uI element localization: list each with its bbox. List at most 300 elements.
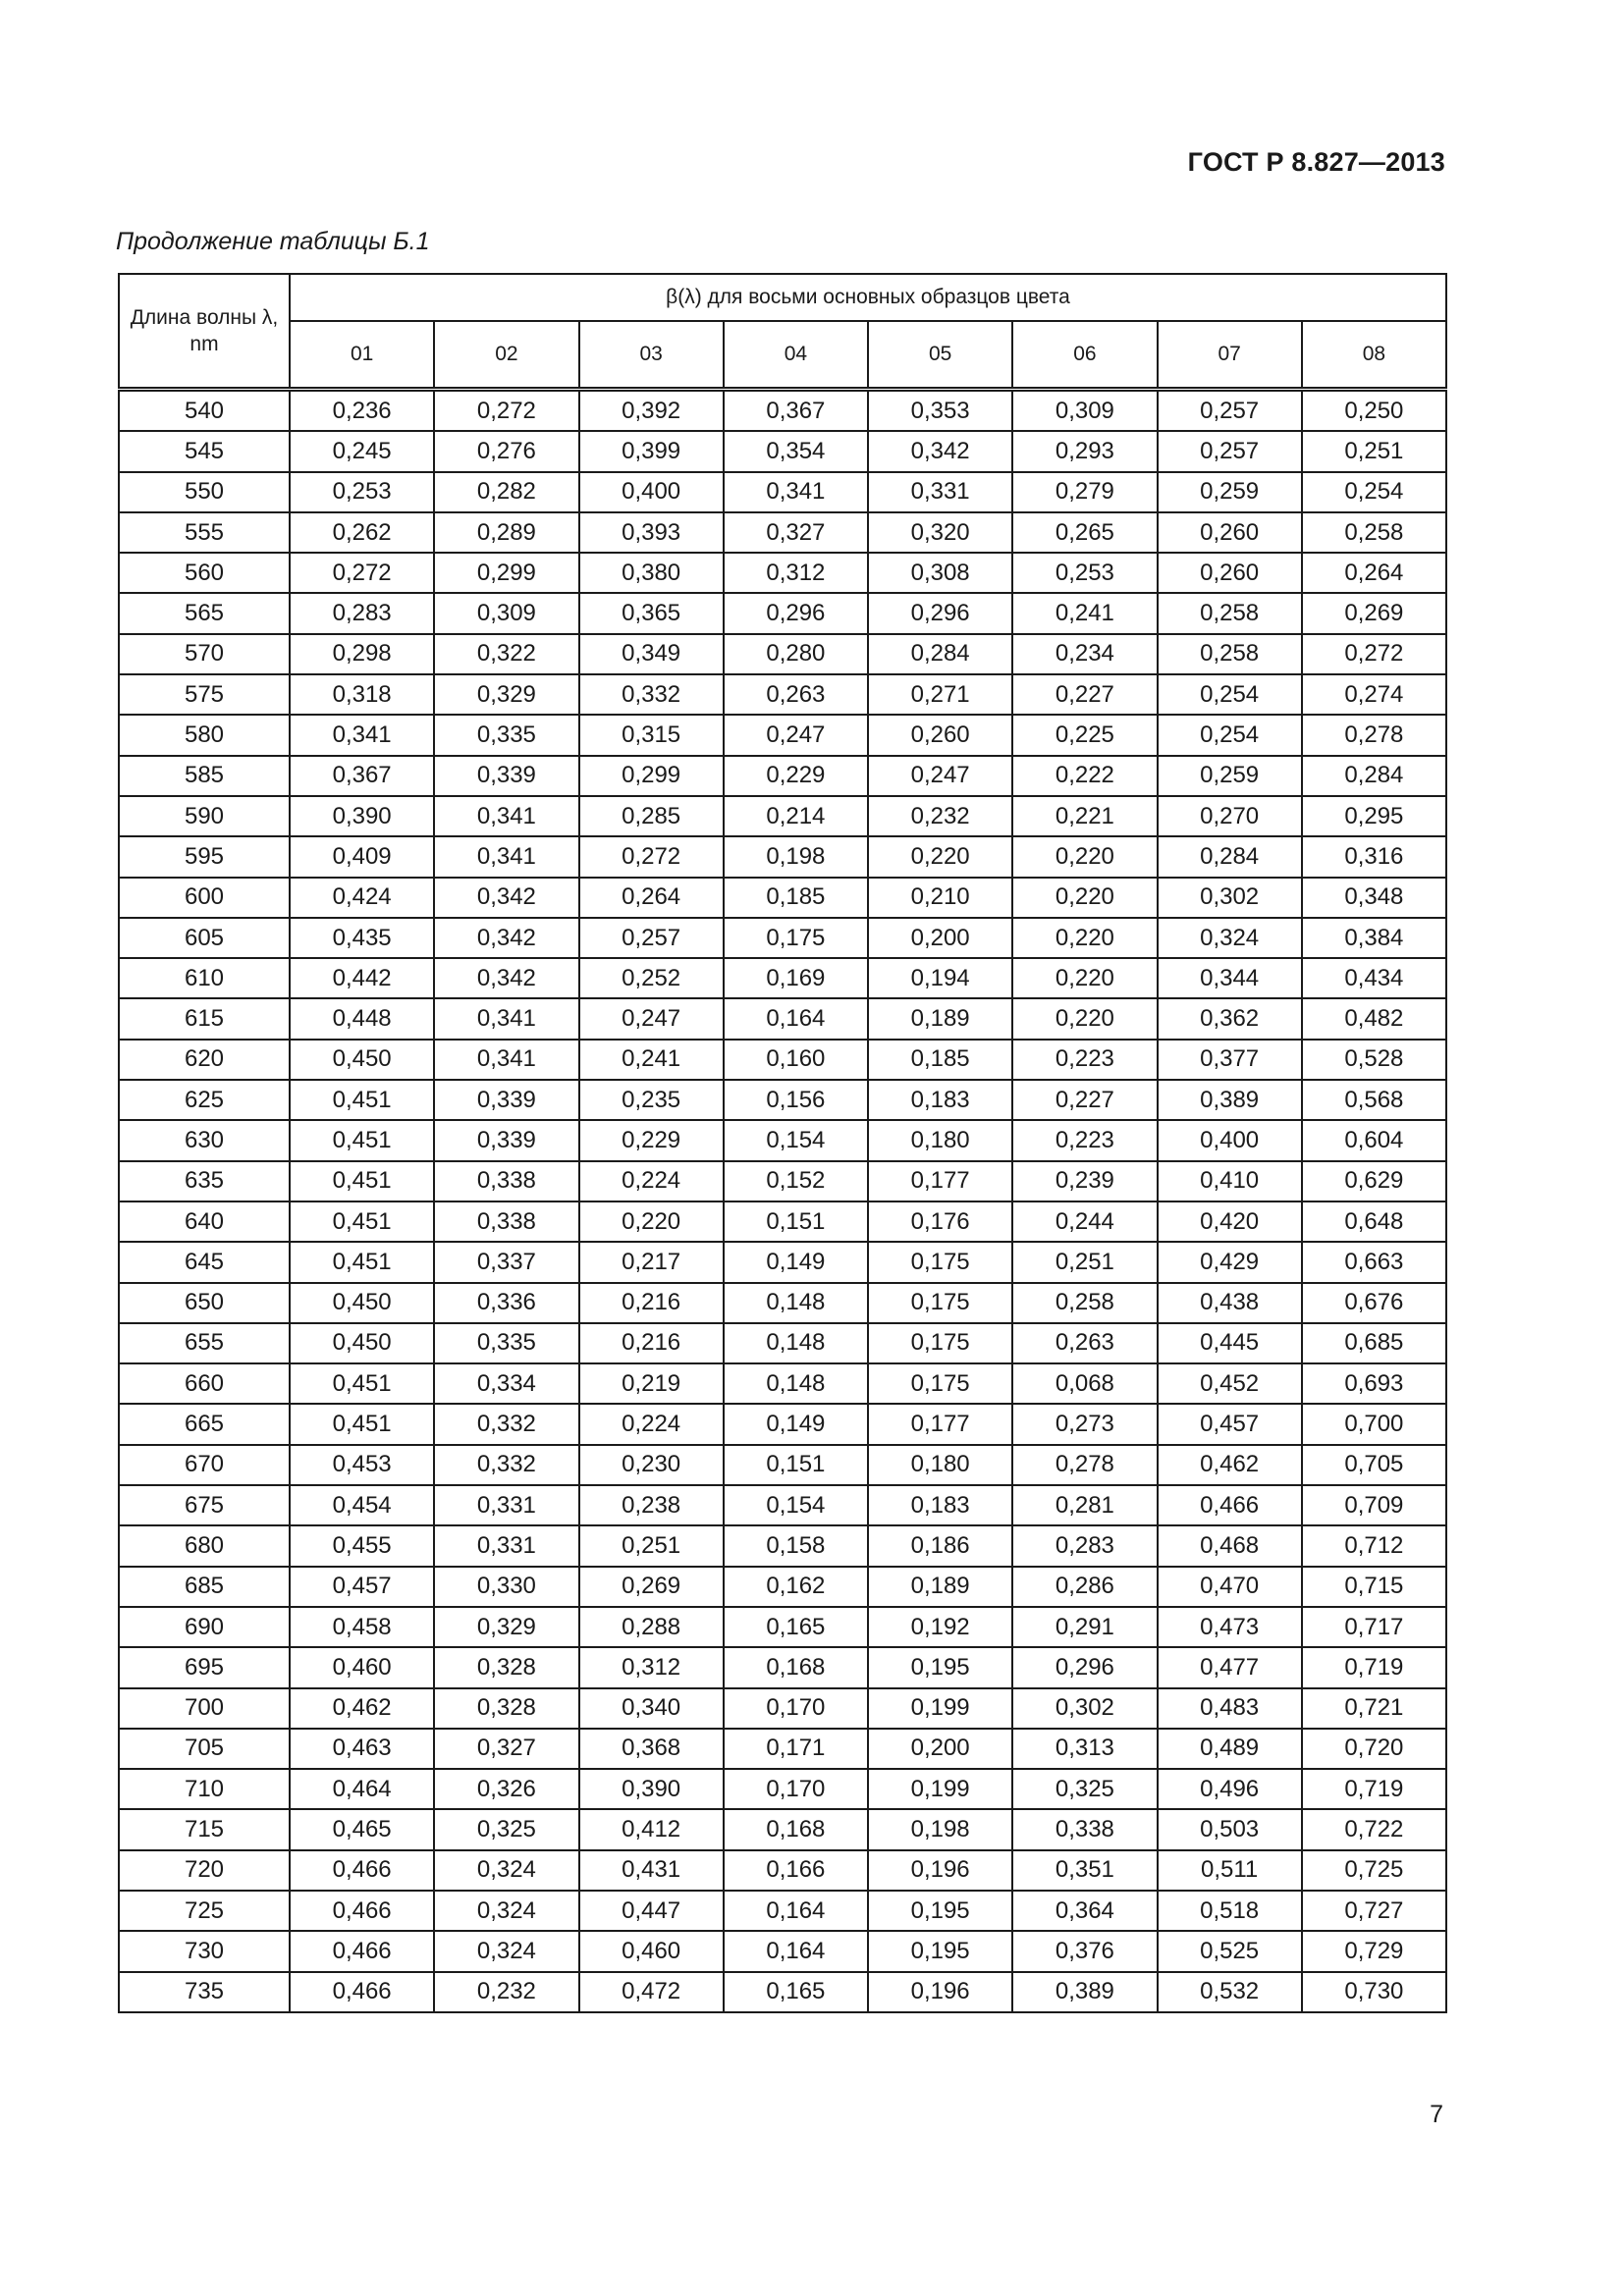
value-cell: 0,194	[868, 958, 1012, 998]
value-cell: 0,149	[724, 1242, 868, 1282]
wavelength-cell: 695	[119, 1647, 290, 1687]
table-row	[119, 1647, 1446, 1687]
wavelength-cell: 735	[119, 1972, 290, 2012]
table-row	[119, 1040, 1446, 1080]
value-cell: 0,299	[434, 553, 578, 593]
value-cell: 0,451	[290, 1120, 434, 1160]
value-cell: 0,367	[290, 756, 434, 796]
value-cell: 0,313	[1012, 1729, 1157, 1769]
wavelength-cell: 645	[119, 1242, 290, 1282]
value-cell: 0,348	[1302, 878, 1446, 918]
value-cell: 0,462	[290, 1688, 434, 1729]
value-cell: 0,354	[724, 431, 868, 471]
value-cell: 0,200	[868, 918, 1012, 958]
value-cell: 0,472	[579, 1972, 724, 2012]
value-cell: 0,725	[1302, 1850, 1446, 1891]
table-row	[119, 1242, 1446, 1282]
value-cell: 0,412	[579, 1809, 724, 1849]
wavelength-cell: 595	[119, 836, 290, 877]
value-cell: 0,332	[434, 1445, 578, 1485]
value-cell: 0,424	[290, 878, 434, 918]
value-cell: 0,220	[1012, 918, 1157, 958]
value-cell: 0,264	[1302, 553, 1446, 593]
value-cell: 0,273	[1012, 1404, 1157, 1444]
table-row	[119, 1972, 1446, 2012]
value-cell: 0,730	[1302, 1972, 1446, 2012]
value-cell: 0,339	[434, 756, 578, 796]
value-cell: 0,447	[579, 1891, 724, 1931]
value-cell: 0,227	[1012, 674, 1157, 715]
value-cell: 0,196	[868, 1972, 1012, 2012]
value-cell: 0,171	[724, 1729, 868, 1769]
value-cell: 0,328	[434, 1647, 578, 1687]
value-cell: 0,466	[290, 1972, 434, 2012]
table-row	[119, 1891, 1446, 1931]
value-cell: 0,532	[1158, 1972, 1302, 2012]
value-cell: 0,257	[579, 918, 724, 958]
value-cell: 0,309	[434, 593, 578, 633]
value-cell: 0,368	[579, 1729, 724, 1769]
wavelength-cell: 570	[119, 634, 290, 674]
value-cell: 0,175	[724, 918, 868, 958]
value-cell: 0,315	[579, 715, 724, 755]
value-cell: 0,195	[868, 1647, 1012, 1687]
table-row	[119, 998, 1446, 1039]
value-cell: 0,284	[1158, 836, 1302, 877]
value-cell: 0,676	[1302, 1283, 1446, 1323]
value-cell: 0,195	[868, 1891, 1012, 1931]
wavelength-cell: 640	[119, 1201, 290, 1242]
value-cell: 0,279	[1012, 472, 1157, 512]
value-cell: 0,448	[290, 998, 434, 1039]
value-cell: 0,170	[724, 1769, 868, 1809]
table-row	[119, 1445, 1446, 1485]
value-cell: 0,170	[724, 1688, 868, 1729]
value-cell: 0,648	[1302, 1201, 1446, 1242]
value-cell: 0,260	[868, 715, 1012, 755]
value-cell: 0,160	[724, 1040, 868, 1080]
value-cell: 0,340	[579, 1688, 724, 1729]
value-cell: 0,168	[724, 1647, 868, 1687]
value-cell: 0,216	[579, 1283, 724, 1323]
value-cell: 0,288	[579, 1607, 724, 1647]
table-row	[119, 512, 1446, 553]
value-cell: 0,458	[290, 1607, 434, 1647]
value-cell: 0,604	[1302, 1120, 1446, 1160]
value-cell: 0,392	[579, 390, 724, 432]
wavelength-cell: 605	[119, 918, 290, 958]
value-cell: 0,200	[868, 1729, 1012, 1769]
value-cell: 0,324	[1158, 918, 1302, 958]
sample-column-header: 02	[434, 321, 578, 390]
value-cell: 0,198	[724, 836, 868, 877]
value-cell: 0,259	[1158, 756, 1302, 796]
value-cell: 0,166	[724, 1850, 868, 1891]
value-cell: 0,272	[579, 836, 724, 877]
value-cell: 0,234	[1012, 634, 1157, 674]
value-cell: 0,258	[1158, 593, 1302, 633]
value-cell: 0,286	[1012, 1567, 1157, 1607]
value-cell: 0,223	[1012, 1120, 1157, 1160]
value-cell: 0,258	[1302, 512, 1446, 553]
value-cell: 0,296	[1012, 1647, 1157, 1687]
wavelength-cell: 710	[119, 1769, 290, 1809]
value-cell: 0,199	[868, 1688, 1012, 1729]
table-row	[119, 634, 1446, 674]
value-cell: 0,165	[724, 1607, 868, 1647]
table-row	[119, 1201, 1446, 1242]
value-cell: 0,244	[1012, 1201, 1157, 1242]
value-cell: 0,719	[1302, 1769, 1446, 1809]
value-cell: 0,284	[1302, 756, 1446, 796]
wavelength-cell: 650	[119, 1283, 290, 1323]
value-cell: 0,337	[434, 1242, 578, 1282]
table-row	[119, 472, 1446, 512]
wavelength-cell: 545	[119, 431, 290, 471]
value-cell: 0,451	[290, 1201, 434, 1242]
value-cell: 0,229	[579, 1120, 724, 1160]
value-cell: 0,332	[579, 674, 724, 715]
sample-column-header: 08	[1302, 321, 1446, 390]
table-row	[119, 715, 1446, 755]
value-cell: 0,629	[1302, 1161, 1446, 1201]
table-row	[119, 1363, 1446, 1404]
value-cell: 0,185	[724, 878, 868, 918]
value-cell: 0,336	[434, 1283, 578, 1323]
value-cell: 0,148	[724, 1363, 868, 1404]
value-cell: 0,223	[1012, 1040, 1157, 1080]
value-cell: 0,705	[1302, 1445, 1446, 1485]
value-cell: 0,283	[290, 593, 434, 633]
wavelength-cell: 590	[119, 796, 290, 836]
table-row	[119, 1567, 1446, 1607]
wavelength-cell: 665	[119, 1404, 290, 1444]
value-cell: 0,274	[1302, 674, 1446, 715]
value-cell: 0,483	[1158, 1688, 1302, 1729]
value-cell: 0,470	[1158, 1567, 1302, 1607]
table-row	[119, 1769, 1446, 1809]
value-cell: 0,712	[1302, 1525, 1446, 1566]
value-cell: 0,291	[1012, 1607, 1157, 1647]
value-cell: 0,258	[1012, 1283, 1157, 1323]
value-cell: 0,324	[434, 1931, 578, 1971]
value-cell: 0,232	[868, 796, 1012, 836]
value-cell: 0,259	[1158, 472, 1302, 512]
table-row	[119, 756, 1446, 796]
value-cell: 0,289	[434, 512, 578, 553]
wavelength-cell: 675	[119, 1485, 290, 1525]
sample-column-header: 05	[868, 321, 1012, 390]
value-cell: 0,434	[1302, 958, 1446, 998]
wavelength-cell: 540	[119, 390, 290, 432]
value-cell: 0,320	[868, 512, 1012, 553]
value-cell: 0,568	[1302, 1080, 1446, 1120]
table-row	[119, 836, 1446, 877]
wavelength-cell: 700	[119, 1688, 290, 1729]
wavelength-cell: 660	[119, 1363, 290, 1404]
value-cell: 0,272	[1302, 634, 1446, 674]
value-cell: 0,316	[1302, 836, 1446, 877]
value-cell: 0,390	[290, 796, 434, 836]
table-row	[119, 1525, 1446, 1566]
value-cell: 0,349	[579, 634, 724, 674]
value-cell: 0,318	[290, 674, 434, 715]
value-cell: 0,177	[868, 1404, 1012, 1444]
page-number: 7	[1430, 2101, 1443, 2128]
value-cell: 0,420	[1158, 1201, 1302, 1242]
value-cell: 0,175	[868, 1283, 1012, 1323]
value-cell: 0,220	[579, 1201, 724, 1242]
value-cell: 0,236	[290, 390, 434, 432]
value-cell: 0,270	[1158, 796, 1302, 836]
table-row	[119, 390, 1446, 432]
value-cell: 0,717	[1302, 1607, 1446, 1647]
value-cell: 0,389	[1012, 1972, 1157, 2012]
value-cell: 0,466	[1158, 1485, 1302, 1525]
value-cell: 0,265	[1012, 512, 1157, 553]
table-row	[119, 1809, 1446, 1849]
value-cell: 0,220	[1012, 836, 1157, 877]
value-cell: 0,183	[868, 1080, 1012, 1120]
value-cell: 0,462	[1158, 1445, 1302, 1485]
table-caption: Продолжение таблицы Б.1	[116, 228, 430, 255]
spectral-radiance-factor-table	[118, 273, 1447, 2013]
value-cell: 0,528	[1302, 1040, 1446, 1080]
value-cell: 0,260	[1158, 553, 1302, 593]
value-cell: 0,262	[290, 512, 434, 553]
value-cell: 0,438	[1158, 1283, 1302, 1323]
value-cell: 0,241	[1012, 593, 1157, 633]
value-cell: 0,722	[1302, 1809, 1446, 1849]
value-cell: 0,232	[434, 1972, 578, 2012]
value-cell: 0,230	[579, 1445, 724, 1485]
table-row	[119, 674, 1446, 715]
value-cell: 0,247	[724, 715, 868, 755]
value-cell: 0,393	[579, 512, 724, 553]
value-cell: 0,341	[434, 1040, 578, 1080]
value-cell: 0,296	[868, 593, 1012, 633]
value-cell: 0,335	[434, 715, 578, 755]
value-cell: 0,453	[290, 1445, 434, 1485]
value-cell: 0,276	[434, 431, 578, 471]
table-row	[119, 1729, 1446, 1769]
value-cell: 0,463	[290, 1729, 434, 1769]
value-cell: 0,295	[1302, 796, 1446, 836]
table-row	[119, 796, 1446, 836]
value-cell: 0,334	[434, 1363, 578, 1404]
value-cell: 0,210	[868, 878, 1012, 918]
value-cell: 0,721	[1302, 1688, 1446, 1729]
value-cell: 0,341	[434, 836, 578, 877]
value-cell: 0,399	[579, 431, 724, 471]
value-cell: 0,729	[1302, 1931, 1446, 1971]
value-cell: 0,217	[579, 1242, 724, 1282]
value-cell: 0,326	[434, 1769, 578, 1809]
value-cell: 0,281	[1012, 1485, 1157, 1525]
value-cell: 0,152	[724, 1161, 868, 1201]
value-cell: 0,251	[1012, 1242, 1157, 1282]
value-cell: 0,220	[1012, 958, 1157, 998]
value-cell: 0,709	[1302, 1485, 1446, 1525]
value-cell: 0,362	[1158, 998, 1302, 1039]
wavelength-cell: 670	[119, 1445, 290, 1485]
value-cell: 0,364	[1012, 1891, 1157, 1931]
value-cell: 0,353	[868, 390, 1012, 432]
value-cell: 0,389	[1158, 1080, 1302, 1120]
value-cell: 0,465	[290, 1809, 434, 1849]
wavelength-cell: 685	[119, 1567, 290, 1607]
wavelength-cell: 575	[119, 674, 290, 715]
wavelength-cell: 720	[119, 1850, 290, 1891]
value-cell: 0,151	[724, 1445, 868, 1485]
value-cell: 0,175	[868, 1242, 1012, 1282]
value-cell: 0,351	[1012, 1850, 1157, 1891]
value-cell: 0,693	[1302, 1363, 1446, 1404]
value-cell: 0,196	[868, 1850, 1012, 1891]
wavelength-cell: 715	[119, 1809, 290, 1849]
value-cell: 0,329	[434, 674, 578, 715]
value-cell: 0,367	[724, 390, 868, 432]
value-cell: 0,254	[1158, 715, 1302, 755]
wavelength-cell: 680	[119, 1525, 290, 1566]
wavelength-cell: 655	[119, 1323, 290, 1363]
value-cell: 0,165	[724, 1972, 868, 2012]
value-cell: 0,168	[724, 1809, 868, 1849]
value-cell: 0,189	[868, 998, 1012, 1039]
table-row	[119, 1080, 1446, 1120]
wavelength-cell: 625	[119, 1080, 290, 1120]
value-cell: 0,700	[1302, 1404, 1446, 1444]
value-cell: 0,162	[724, 1567, 868, 1607]
value-cell: 0,377	[1158, 1040, 1302, 1080]
value-cell: 0,496	[1158, 1769, 1302, 1809]
value-cell: 0,715	[1302, 1567, 1446, 1607]
value-cell: 0,151	[724, 1201, 868, 1242]
value-cell: 0,220	[1012, 998, 1157, 1039]
value-cell: 0,224	[579, 1161, 724, 1201]
value-cell: 0,192	[868, 1607, 1012, 1647]
value-cell: 0,219	[579, 1363, 724, 1404]
value-cell: 0,175	[868, 1323, 1012, 1363]
value-cell: 0,308	[868, 553, 1012, 593]
value-cell: 0,503	[1158, 1809, 1302, 1849]
wavelength-cell: 565	[119, 593, 290, 633]
value-cell: 0,331	[434, 1485, 578, 1525]
value-cell: 0,327	[434, 1729, 578, 1769]
wavelength-cell: 635	[119, 1161, 290, 1201]
value-cell: 0,283	[1012, 1525, 1157, 1566]
value-cell: 0,365	[579, 593, 724, 633]
value-cell: 0,254	[1302, 472, 1446, 512]
sample-column-header: 01	[290, 321, 434, 390]
value-cell: 0,169	[724, 958, 868, 998]
value-cell: 0,263	[1012, 1323, 1157, 1363]
value-cell: 0,342	[434, 878, 578, 918]
value-cell: 0,220	[1012, 878, 1157, 918]
value-cell: 0,269	[1302, 593, 1446, 633]
value-cell: 0,271	[868, 674, 1012, 715]
value-cell: 0,720	[1302, 1729, 1446, 1769]
value-cell: 0,482	[1302, 998, 1446, 1039]
value-cell: 0,468	[1158, 1525, 1302, 1566]
value-cell: 0,339	[434, 1120, 578, 1160]
value-cell: 0,341	[724, 472, 868, 512]
value-cell: 0,473	[1158, 1607, 1302, 1647]
wavelength-cell: 730	[119, 1931, 290, 1971]
wavelength-cell: 620	[119, 1040, 290, 1080]
value-cell: 0,341	[290, 715, 434, 755]
value-cell: 0,324	[434, 1891, 578, 1931]
value-cell: 0,269	[579, 1567, 724, 1607]
value-cell: 0,342	[434, 958, 578, 998]
value-cell: 0,180	[868, 1120, 1012, 1160]
value-cell: 0,258	[1158, 634, 1302, 674]
table-row	[119, 553, 1446, 593]
value-cell: 0,238	[579, 1485, 724, 1525]
value-cell: 0,324	[434, 1850, 578, 1891]
value-cell: 0,376	[1012, 1931, 1157, 1971]
wavelength-cell: 560	[119, 553, 290, 593]
value-cell: 0,338	[1012, 1809, 1157, 1849]
value-cell: 0,148	[724, 1283, 868, 1323]
value-cell: 0,251	[1302, 431, 1446, 471]
table-row	[119, 1323, 1446, 1363]
value-cell: 0,429	[1158, 1242, 1302, 1282]
value-cell: 0,154	[724, 1485, 868, 1525]
table-row	[119, 431, 1446, 471]
value-cell: 0,342	[434, 918, 578, 958]
value-cell: 0,409	[290, 836, 434, 877]
wavelength-cell: 550	[119, 472, 290, 512]
value-cell: 0,727	[1302, 1891, 1446, 1931]
value-cell: 0,451	[290, 1242, 434, 1282]
value-cell: 0,455	[290, 1525, 434, 1566]
value-cell: 0,177	[868, 1161, 1012, 1201]
value-cell: 0,450	[290, 1283, 434, 1323]
value-cell: 0,252	[579, 958, 724, 998]
value-cell: 0,284	[868, 634, 1012, 674]
value-cell: 0,451	[290, 1080, 434, 1120]
value-cell: 0,263	[724, 674, 868, 715]
table-row	[119, 1120, 1446, 1160]
value-cell: 0,466	[290, 1891, 434, 1931]
value-cell: 0,247	[868, 756, 1012, 796]
value-cell: 0,241	[579, 1040, 724, 1080]
value-cell: 0,235	[579, 1080, 724, 1120]
table-row	[119, 918, 1446, 958]
value-cell: 0,525	[1158, 1931, 1302, 1971]
value-cell: 0,328	[434, 1688, 578, 1729]
value-cell: 0,460	[579, 1931, 724, 1971]
value-cell: 0,185	[868, 1040, 1012, 1080]
value-cell: 0,199	[868, 1769, 1012, 1809]
value-cell: 0,400	[1158, 1120, 1302, 1160]
value-cell: 0,296	[724, 593, 868, 633]
value-cell: 0,176	[868, 1201, 1012, 1242]
value-cell: 0,222	[1012, 756, 1157, 796]
value-cell: 0,457	[1158, 1404, 1302, 1444]
value-cell: 0,309	[1012, 390, 1157, 432]
value-cell: 0,325	[434, 1809, 578, 1849]
value-cell: 0,164	[724, 998, 868, 1039]
value-cell: 0,466	[290, 1931, 434, 1971]
value-cell: 0,260	[1158, 512, 1302, 553]
value-cell: 0,164	[724, 1891, 868, 1931]
value-cell: 0,189	[868, 1567, 1012, 1607]
value-cell: 0,278	[1302, 715, 1446, 755]
value-cell: 0,154	[724, 1120, 868, 1160]
value-cell: 0,312	[724, 553, 868, 593]
